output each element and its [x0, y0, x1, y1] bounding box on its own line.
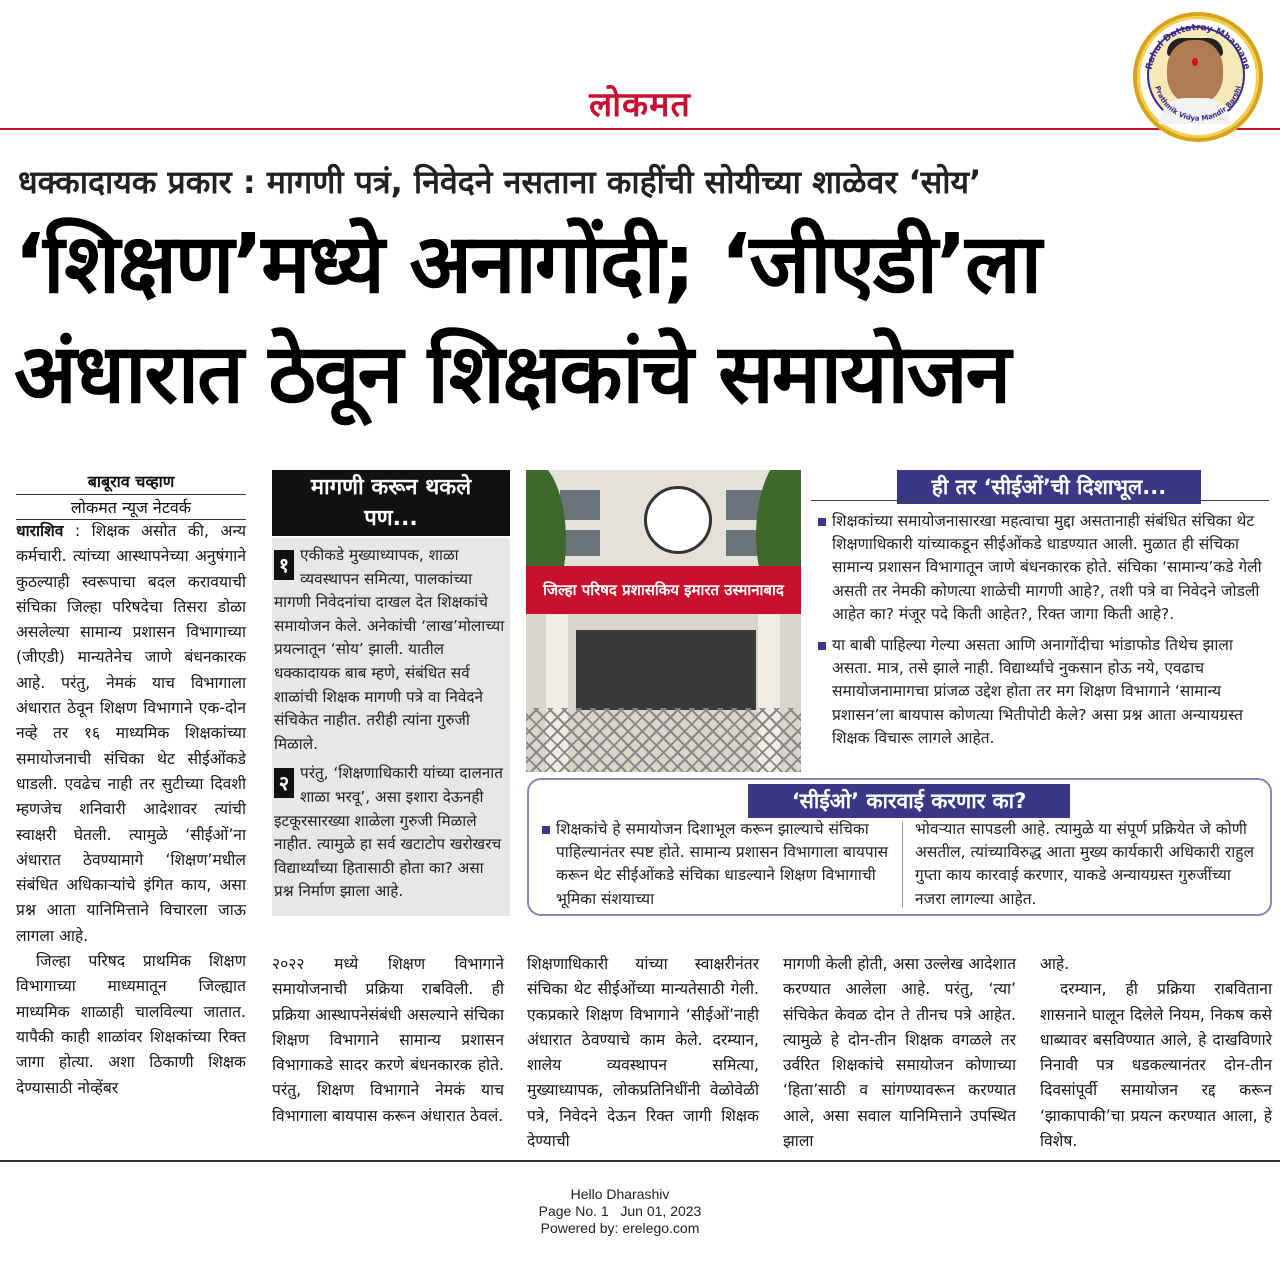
footer-powered: Powered by: erelego.com	[540, 1220, 700, 1236]
sidebox-item	[272, 538, 510, 756]
ceo-misled-bullet: शिक्षकांच्या समायोजनासारखा महत्वाचा मुद्दा असतानाही संबंधित संचिका थेट शिक्षणाधिकारी यांच्याकडून सीईओंकडे धाडण्यात आली. मुळात ही संचिका सामान्य प्रशासन विभागातून जाणे बंधनकारक होते. संचिका ‘सामान्य’कडे गेली असती तर नेमकी कोणत्या शाळेची मागणी आहे?, तशी पत्रे वा निवेदने जोडली आहेत का? मंजूर पदे किती आहेत?, रिक्त जागा किती आहे?.	[816, 510, 1266, 626]
zp-emblem-icon	[644, 486, 712, 554]
ceo-action-title: ‘सीईओ’ कारवाई करणार का?	[748, 784, 1070, 818]
headline-line-2: अंधारात ठेवून शिक्षकांचे समायोजन	[14, 327, 1010, 422]
ceo-misled-title: ही तर ‘सीईओं’ची दिशाभूल...	[897, 470, 1201, 504]
photo-gate	[526, 708, 801, 772]
article-column-2: २०२२ मध्ये शिक्षण विभागाने समायोजनाची प्रक्रिया राबविली. ही प्रक्रिया आस्थापनेसंबंधी असल्याने संचिका शिक्षण विभागाने सामान्य प्रशासन विभागाकडे सादर करणे बंधनकारक होते. परंतु, शिक्षण विभागाने नेमकं याच विभागाला बायपास करून अंधारात ठेवलं.	[272, 955, 504, 1125]
footer-page: Page No. 1	[538, 1203, 609, 1219]
building-photo	[526, 470, 801, 772]
masthead-rule	[0, 128, 1280, 130]
column-1-paragraph-2: जिल्हा परिषद प्राथमिक शिक्षण विभागाच्या माध्यमातून जिल्ह्यात माध्यमिक शाळाही चालविल्या जातात. यापैकी काही शाळांवर शिक्षकांच्या रिक्त जागा होत्या. अशा ठिकाणी शिक्षक देण्यासाठी नोव्हेंबर	[16, 952, 246, 1097]
badge-text-ring	[1137, 16, 1259, 138]
photo-entrance	[576, 630, 756, 710]
sidebox-item-number: १	[274, 550, 294, 580]
badge-school: Prathmik Vidya Mandir Barshi	[1153, 84, 1243, 123]
ceo-action-right-text: भोवऱ्यात सापडली आहे. त्यामुळे या संपूर्ण प्रक्रियेत जे कोणी असतील, त्यांच्याविरुद्ध आता मुख्य कार्यकारी अधिकारी राहुल गुप्ता काय कारवाई करणार, याकडे अन्यायग्रस्त गुरुजींच्या नजरा लागल्या आहेत.	[915, 820, 1255, 908]
article-column-4: मागणी केली होती, असा उल्लेख आदेशात करण्यात आलेला आहे. परंतु, ‘त्या’ संचिकेत केवळ दोन ते तीनच पत्रे आहेत. त्यामुळे हे दोन-तीन शिक्षक वगळले तर उर्वरित शिक्षकांचे समायोजन कोणाच्या ‘हिता’साठी व सांगण्यावरून करण्यात आले, असा सवाल यानिमित्ताने उपस्थित झाला	[783, 955, 1016, 1151]
sidebox-item	[272, 756, 510, 904]
epaper-footer	[470, 1186, 770, 1237]
footer-edition: Hello Dharashiv	[570, 1186, 670, 1202]
masthead-logo: लोकमत	[589, 85, 691, 125]
sidebox-title	[272, 470, 510, 536]
article-column-3: शिक्षणाधिकारी यांच्या स्वाक्षरीनंतर संचिका थेट सीईओंच्या मान्यतेसाठी गेली. एकप्रकारे शिक्षण विभागाने ‘सीईओं’नाही अंधारात ठेवण्याचे काम केले. दरम्यान, शालेय व्यवस्थापन समित्या, मुख्याध्यापक, लोकप्रतिनिधींनी वेळोवेळी पत्रे, निवेदने देऊन रिक्त जागी शिक्षक देण्याची	[527, 955, 759, 1151]
column-1-paragraph-1: : शिक्षक असोत की, अन्य कर्मचारी. त्यांच्या आस्थापनेच्या अनुषंगाने कुठल्याही स्वरूपाचा बदल करावयाची संचिका जिल्हा परिषदेचा तिसरा डोळा असलेल्या सामान्य प्रशासन विभागाच्या (जीएडी) मान्यतेनेच जाणे बंधनकारक आहे. परंतु, नेमकं याच विभागाला अंधारात ठेवून शिक्षण विभागाने एक-दोन नव्हे तर १६ माध्यमिक शिक्षकांच्या समायोजनाची संचिका थेट सीईओंकडे धाडली. एवढेच नाही तर सुटीच्या दिवशी म्हणजेच शनिवारी आदेशावर त्यांची स्वाक्षरी घेतली. त्यामुळे ‘सीईओं’ना अंधारात ठेवण्यामागे ‘शिक्षण’मधील संबंधित अधिकाऱ्यांचे इंगित काय, असा प्रश्न आता यानिमित्ताने विचारला जाऊ लागला आहे.	[16, 522, 246, 945]
ceo-action-divider	[902, 822, 903, 908]
ceo-action-left	[540, 818, 890, 919]
sidebox-item-text: परंतु, ‘शिक्षणाधिकारी यांच्या दालनात शाळा भरवू’, असा इशारा देऊनही इटकूरसारख्या शाळेला गुरुजी मिळाले नाहीत. त्यामुळे हा सर्व खटाटोप खरोखरच विद्यार्थ्यांच्या हितासाठी होता का? असा प्रश्न निर्माण झाला आहे.	[274, 764, 503, 901]
sidebox-item-text: एकीकडे मुख्याध्यापक, शाळा व्यवस्थापन समित्या, पालकांच्या मागणी निवेदनांचा दाखल देत शिक्षकांचे समायोजन केले. अनेकांची ‘लाख’मोलाच्या प्रयत्नातून ‘सोय’ झाली. यातील धक्कादायक बाब म्हणे, संबंधित सर्व शाळांची शिक्षक मागणी पत्रे वा निवेदने संचिकेत नाहीत. तरीही त्यांना गुरुजी मिळाले.	[274, 546, 505, 753]
byline-agency: लोकमत न्यूज नेटवर्क	[16, 494, 246, 520]
ceo-misled-body	[816, 510, 1266, 758]
ceo-misled-bullet: या बाबी पाहिल्या गेल्या असता आणि अनागोंदीचा भांडाफोड तिथेच झाला असता. मात्र, तसे झाले नाही. विद्यार्थ्यांचे नुकसान होऊ नये, एवढाच समायोजनामागचा प्रांजळ उद्देश होता तर मग शिक्षण विभागाने ‘सामान्य प्रशासन’ला बायपास कोणत्या भितीपोटी केले? असा प्रश्न आता अन्यायग्रस्त शिक्षक विचारू लागले आहेत.	[816, 634, 1266, 750]
byline-author: बाबूराव चव्हाण	[87, 472, 175, 491]
svg-text:Rahul Dattatray Mhamane	[1145, 23, 1252, 71]
footer-page-date	[470, 1203, 770, 1220]
dateline: धाराशिव	[16, 522, 64, 540]
ceo-misled-rule	[811, 500, 1269, 501]
footer-date: Jun 01, 2023	[620, 1203, 702, 1219]
column-5-line: आहे.	[1040, 955, 1070, 973]
sidebox-title-text: मागणी करून थकले पण...	[310, 475, 472, 531]
svg-text:Prathmik Vidya Mandir Barshi	[1153, 85, 1243, 123]
kicker-headline: धक्कादायक प्रकार : मागणी पत्रं, निवेदने नसताना काहींची सोयीच्या शाळेवर ‘सोय’	[18, 163, 982, 201]
article-column-1	[16, 519, 246, 1101]
ceo-action-left-text: शिक्षकांचे हे समायोजन दिशाभूल करून झाल्याचे संचिका पाहिल्यानंतर स्पष्ट होते. सामान्य प्रशासन विभागाला बायपास करून थेट सीईओंकडे संचिका धाडल्याने शिक्षण विभागाची भूमिका संशयाच्या	[540, 818, 890, 911]
author-badge	[1133, 12, 1263, 142]
photo-building-sign: जिल्हा परिषद प्रशासकिय इमारत उस्मानाबाद	[526, 566, 801, 614]
article-column-5	[1040, 952, 1272, 1154]
sidebox-item-number: २	[274, 768, 294, 798]
column-5-paragraph: दरम्यान, ही प्रक्रिया राबविताना शासनाने घालून दिलेले नियम, निकष कसे धाब्यावर बसविण्यात आले, हे दाखविणारे निनावी पत्र धडकल्यानंतर दोन-तीन दिवसांपूर्वी समायोजन रद्द करून ‘झाकापाकी’चा प्रयत्न करण्यात आला, हे विशेष.	[1040, 980, 1272, 1151]
sidebox-body	[272, 538, 510, 916]
page-bottom-rule	[0, 1160, 1280, 1162]
photo-window	[560, 490, 600, 520]
badge-name: Rahul Dattatray Mhamane	[1144, 22, 1252, 71]
photo-window	[560, 530, 600, 556]
headline-line-1: ‘शिक्षण’मध्ये अनागोंदी; ‘जीएडी’ला	[14, 217, 1040, 312]
